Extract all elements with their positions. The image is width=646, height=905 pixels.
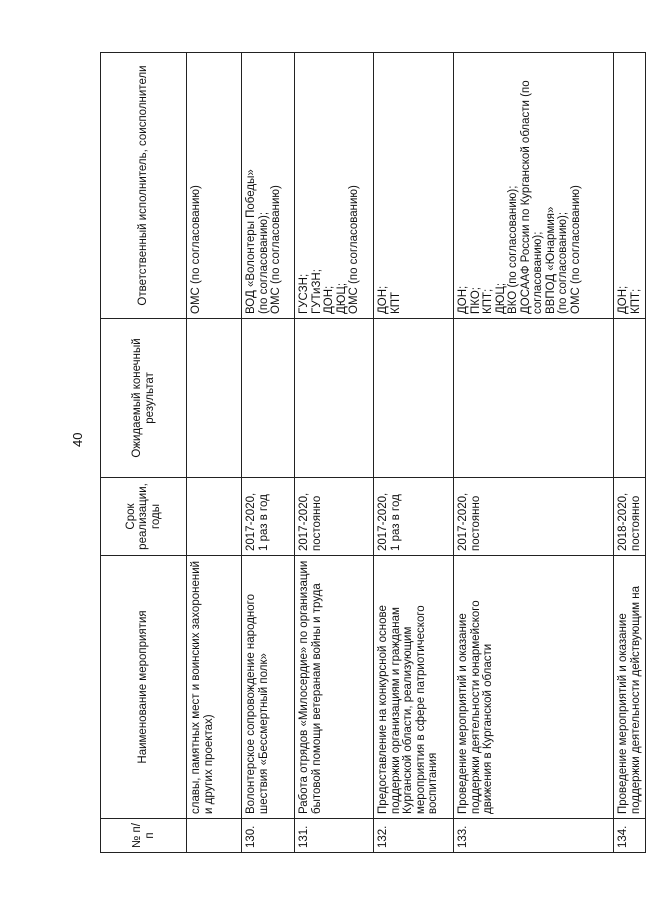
cell-term: 2017-2020, постоянно: [454, 478, 614, 556]
cell-num: 130.: [242, 819, 295, 853]
cell-name: Проведение мероприятий и оказание поддержки деятельности действующим на: [614, 556, 646, 819]
cell-name: Предоставление на конкурсной основе поддержки организациям и гражданам Курганской области, реализующим мероприятия в сфере патриотического воспитания: [374, 556, 454, 819]
cell-term: 2018-2020, постоянно: [614, 478, 646, 556]
header-term: Срок реализации, годы: [101, 478, 187, 556]
cell-executor: ДОН; ПКО; КПТ; ДЮЦ; ВКО (по согласованию); ДОСААФ России по Курганской области (по согласованию); ВВПОД «Юнармия» (по согласованию); ОМС (по согласованию): [454, 53, 614, 319]
cell-name: Работа отрядов «Милосердие» по организации бытовой помощи ветеранам войны и труда: [295, 556, 374, 819]
cell-name: Волонтерское сопровождение народного шествия «Бессмертный полк»: [242, 556, 295, 819]
table-row: [374, 53, 454, 853]
cell-executor: ГУСЗН; ГУТиЗН; ДОН; ДЮЦ; ОМС (по согласованию): [295, 53, 374, 319]
cell-num: 132.: [374, 819, 454, 853]
cell-executor: ДОН; КПТ;: [614, 53, 646, 319]
table-row: [242, 53, 295, 853]
cell-result: [295, 319, 374, 478]
cell-result: [242, 319, 295, 478]
cell-name: Проведение мероприятий и оказание поддержки деятельности юнармейского движения в Курганской области: [454, 556, 614, 819]
header-executor: Ответственный исполнитель, соисполнители: [101, 53, 187, 319]
cell-name: славы, памятных мест и воинских захоронений и других проектах): [187, 556, 242, 819]
cell-result: [454, 319, 614, 478]
cell-result: [614, 319, 646, 478]
cell-executor: ВОД «Волонтеры Победы» (по согласованию); ОМС (по согласованию): [242, 53, 295, 319]
cell-executor: ДОН; КПТ: [374, 53, 454, 319]
header-num: № п/п: [101, 819, 187, 853]
cell-term: 2017-2020, 1 раз в год: [374, 478, 454, 556]
header-name: Наименование мероприятия: [101, 556, 187, 819]
activities-table: [100, 52, 646, 853]
page-number: 40: [70, 432, 85, 447]
cell-num: 134.: [614, 819, 646, 853]
table-header-row: [101, 53, 187, 853]
header-result: Ожидаемый конечный результат: [101, 319, 187, 478]
table-row: [454, 53, 614, 853]
cell-num: 133.: [454, 819, 614, 853]
cell-term: [187, 478, 242, 556]
cell-num: [187, 819, 242, 853]
cell-result: [374, 319, 454, 478]
table-row: [187, 53, 242, 853]
cell-term: 2017-2020, постоянно: [295, 478, 374, 556]
rotated-table-container: [100, 53, 642, 853]
cell-num: 131.: [295, 819, 374, 853]
table-row: [614, 53, 646, 853]
cell-result: [187, 319, 242, 478]
table-row: [295, 53, 374, 853]
cell-executor: ОМС (по согласованию): [187, 53, 242, 319]
cell-term: 2017-2020, 1 раз в год: [242, 478, 295, 556]
